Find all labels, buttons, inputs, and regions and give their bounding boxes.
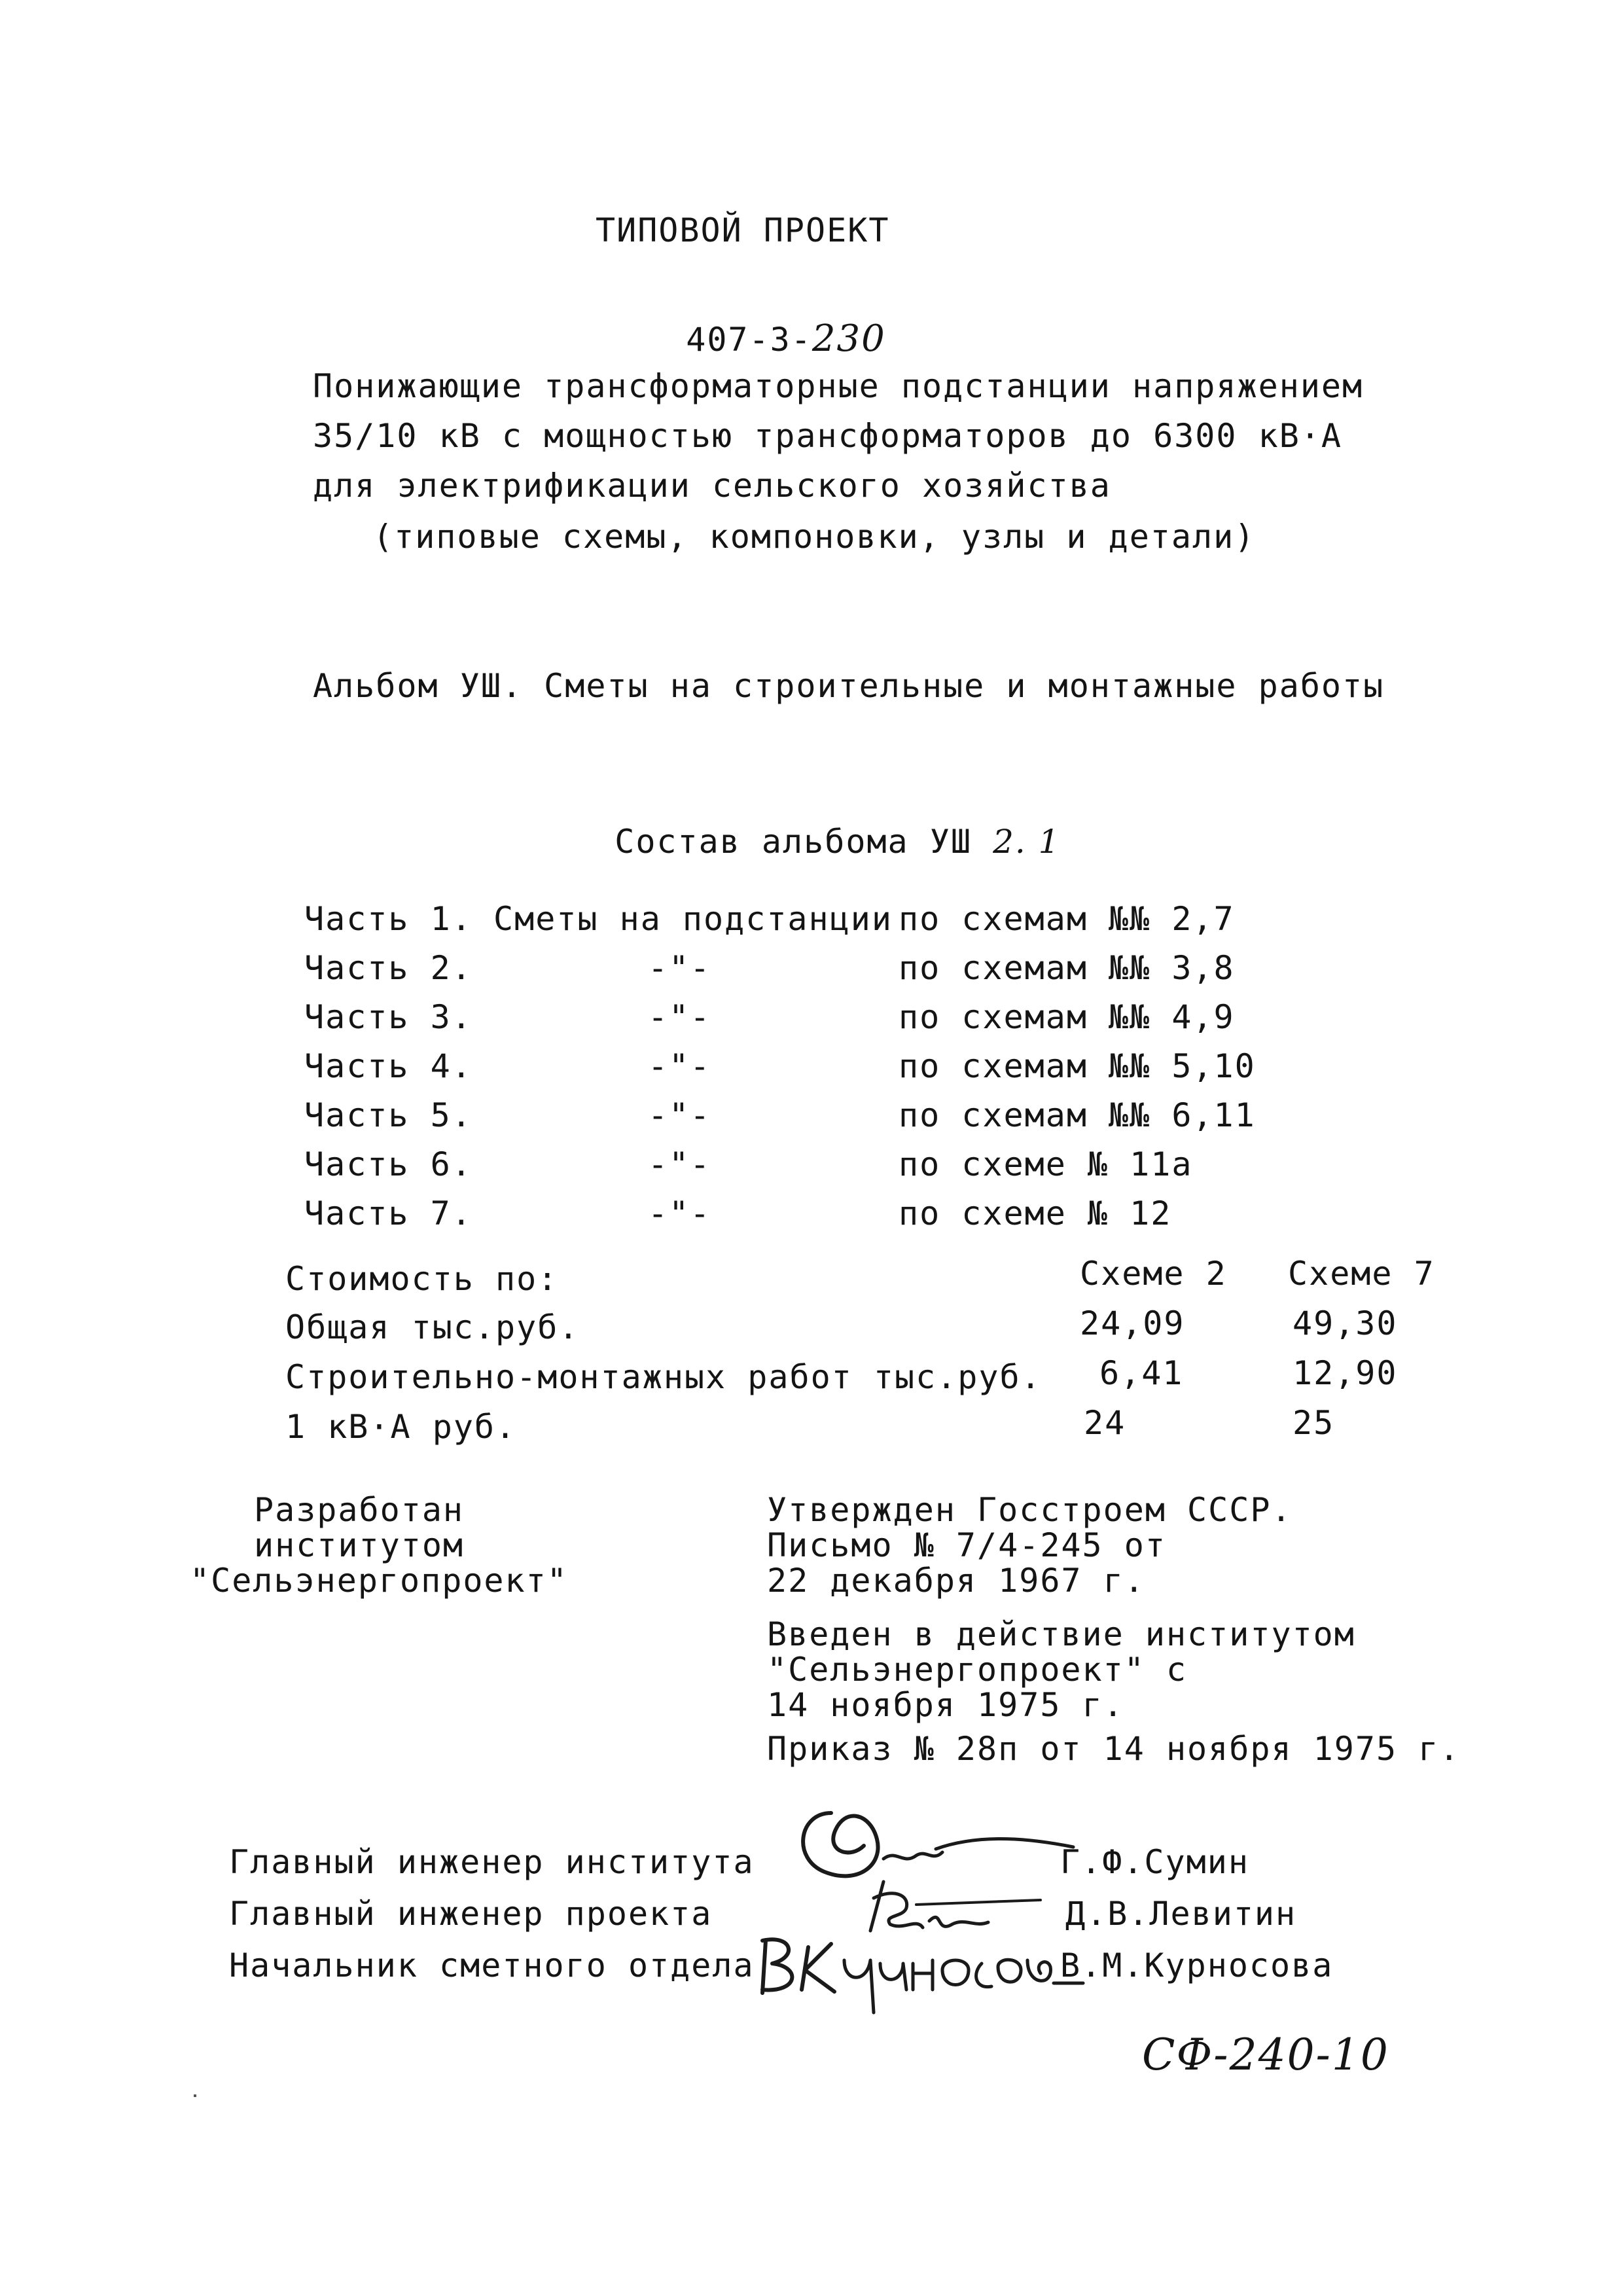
part-label: Часть 6. — [304, 1145, 473, 1183]
cost-value: 12,90 — [1293, 1354, 1398, 1392]
part-scheme: по схеме № 12 — [899, 1194, 1172, 1232]
developer-line: институтом — [254, 1526, 465, 1564]
part-scheme: по схемам №№ 2,7 — [899, 900, 1235, 938]
signature-kurnosova — [746, 1921, 1086, 2019]
enacted-line: "Сельэнергопроект" с — [767, 1651, 1188, 1689]
project-code-handwritten: 230 — [812, 317, 886, 360]
part-description: -"- — [648, 1096, 711, 1134]
approval-line: 22 декабря 1967 г. — [767, 1562, 1145, 1600]
document-label: ТИПОВОЙ ПРОЕКТ — [596, 211, 890, 249]
cost-column-header: Схеме 2 — [1080, 1255, 1227, 1293]
cost-value: 6,41 — [1099, 1354, 1184, 1392]
part-scheme: по схемам №№ 5,10 — [899, 1047, 1256, 1085]
album-title: Альбом УШ. Сметы на строительные и монтажные работы — [313, 667, 1385, 705]
cost-value: 24 — [1084, 1404, 1126, 1442]
part-label: Часть 5. — [304, 1096, 473, 1134]
part-description: -"- — [648, 949, 711, 987]
cost-heading: Стоимость по: — [285, 1260, 559, 1298]
part-description: -"- — [648, 998, 711, 1036]
cost-row-label: Строительно-монтажных работ тыс.руб. — [285, 1358, 1042, 1396]
signatory-name: В.М.Курносова — [1060, 1946, 1334, 1984]
part-label: Часть 3. — [304, 998, 473, 1036]
cost-value: 24,09 — [1080, 1304, 1185, 1342]
album-contents-printed: Состав альбома УШ — [615, 823, 972, 861]
part-description: -"- — [648, 1194, 711, 1232]
part-scheme: по схемам №№ 3,8 — [899, 949, 1235, 987]
title-line-4: (типовые схемы, компоновки, узлы и детали) — [373, 518, 1256, 556]
footer-code: СФ-240-10 — [1142, 2030, 1389, 2080]
part-scheme: по схемам №№ 4,9 — [899, 998, 1235, 1036]
scan-speck — [194, 2094, 196, 2097]
title-line-1: Понижающие трансформаторные подстанции напряжением — [313, 367, 1364, 405]
cost-row-label: Общая тыс.руб. — [285, 1308, 580, 1346]
part-description: -"- — [648, 1047, 711, 1085]
part-scheme: по схемам №№ 6,11 — [899, 1096, 1256, 1134]
part-label: Часть 1. — [304, 900, 473, 938]
enacted-line: 14 ноября 1975 г. — [767, 1686, 1124, 1724]
part-label: Часть 4. — [304, 1047, 473, 1085]
cost-column-header: Схеме 7 — [1288, 1255, 1435, 1293]
part-description: -"- — [648, 1145, 711, 1183]
approval-line: Письмо № 7/4-245 от — [767, 1526, 1166, 1564]
project-code — [644, 280, 886, 359]
part-label: Часть 2. — [304, 949, 473, 987]
cost-row-label: 1 кВ·А руб. — [285, 1408, 517, 1446]
part-label: Часть 7. — [304, 1194, 473, 1232]
developer-line: "Сельэнергопроект" — [190, 1562, 568, 1600]
cost-value: 25 — [1293, 1404, 1335, 1442]
cost-value: 49,30 — [1293, 1304, 1398, 1342]
signatory-role: Главный инженер института — [229, 1843, 755, 1881]
title-line-2: 35/10 кВ с мощностью трансформаторов до 6300 кВ·А — [313, 417, 1343, 455]
album-contents — [573, 783, 1061, 861]
enacted-line: Введен в действие институтом — [767, 1615, 1355, 1653]
signatory-name: Д.В.Левитин — [1065, 1895, 1297, 1933]
album-contents-handwritten: 2. 1 — [993, 823, 1061, 861]
part-scheme: по схеме № 11а — [899, 1145, 1193, 1183]
title-line-3: для электрификации сельского хозяйства — [313, 467, 1111, 505]
part-description: Сметы на подстанции — [493, 900, 893, 938]
developer-line: Разработан — [254, 1491, 465, 1529]
order-line: Приказ № 28п от 14 ноября 1975 г. — [767, 1730, 1461, 1768]
signatory-role: Главный инженер проекта — [229, 1895, 713, 1933]
signatory-role: Начальник сметного отдела — [229, 1946, 755, 1984]
project-code-printed: 407-3- — [686, 321, 812, 359]
signatory-name: Г.Ф.Сумин — [1060, 1843, 1249, 1881]
approval-line: Утвержден Госстроем СССР. — [767, 1491, 1293, 1529]
